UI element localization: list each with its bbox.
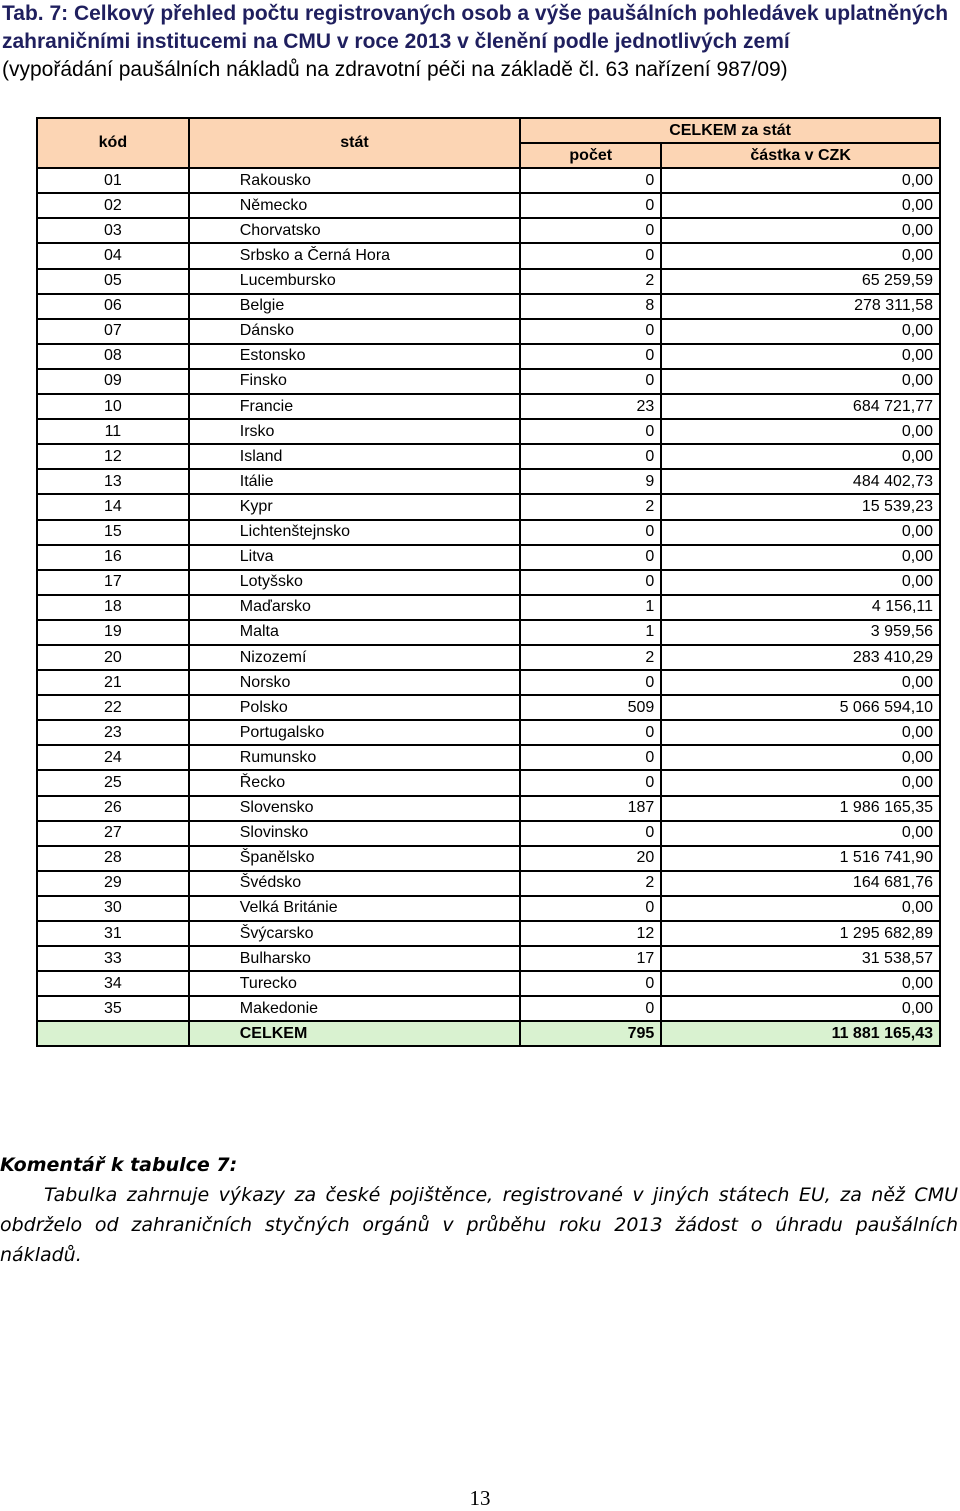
cell-castka: 0,00	[661, 444, 940, 469]
cell-stat: Estonsko	[189, 344, 520, 369]
cell-castka: 1 986 165,35	[661, 796, 940, 821]
cell-pocet: 2	[520, 871, 661, 896]
table-row	[37, 469, 940, 494]
table-row	[37, 570, 940, 595]
cell-castka: 5 066 594,10	[661, 695, 940, 720]
cell-kod: 20	[37, 645, 189, 670]
cell-castka: 0,00	[661, 770, 940, 795]
cell-pocet: 0	[520, 821, 661, 846]
cell-castka: 0,00	[661, 670, 940, 695]
table-row	[37, 720, 940, 745]
cell-pocet: 0	[520, 545, 661, 570]
cell-kod: 13	[37, 469, 189, 494]
table-row	[37, 419, 940, 444]
cell-pocet: 0	[520, 243, 661, 268]
cell-kod: 27	[37, 821, 189, 846]
cell-stat: Chorvatsko	[189, 218, 520, 243]
cell-kod: 06	[37, 294, 189, 319]
table-row	[37, 193, 940, 218]
table-row	[37, 645, 940, 670]
cell-kod: 29	[37, 871, 189, 896]
cell-castka: 0,00	[661, 419, 940, 444]
cell-stat: Slovinsko	[189, 821, 520, 846]
cell-stat: Bulharsko	[189, 946, 520, 971]
cell-pocet: 0	[520, 520, 661, 545]
cell-castka: 0,00	[661, 720, 940, 745]
page-number: 13	[469, 1486, 491, 1510]
cell-stat: Velká Británie	[189, 896, 520, 921]
header-stat: stát	[189, 118, 520, 168]
cell-castka: 0,00	[661, 520, 940, 545]
total-pocet: 795	[520, 1021, 661, 1046]
total-label: CELKEM	[189, 1021, 520, 1046]
table-row	[37, 494, 940, 519]
cell-kod: 18	[37, 595, 189, 620]
cell-stat: Francie	[189, 394, 520, 419]
cell-stat: Makedonie	[189, 996, 520, 1021]
cell-kod: 34	[37, 971, 189, 996]
cell-stat: Španělsko	[189, 846, 520, 871]
cell-kod: 19	[37, 620, 189, 645]
caption-line-2: zahraničními institucemi na CMU v roce 2013 v členění podle jednotlivých zemí	[2, 30, 790, 53]
cell-kod: 16	[37, 545, 189, 570]
cell-pocet: 0	[520, 193, 661, 218]
cell-stat: Dánsko	[189, 319, 520, 344]
cell-stat: Srbsko a Černá Hora	[189, 243, 520, 268]
cell-castka: 0,00	[661, 218, 940, 243]
table-comment	[0, 1150, 958, 1270]
cell-castka: 1 516 741,90	[661, 846, 940, 871]
table-row	[37, 243, 940, 268]
cell-stat: Island	[189, 444, 520, 469]
cell-stat: Lichtenštejnsko	[189, 520, 520, 545]
cell-kod: 22	[37, 695, 189, 720]
cell-castka: 484 402,73	[661, 469, 940, 494]
cell-pocet: 0	[520, 218, 661, 243]
table-row	[37, 520, 940, 545]
cell-stat: Rakousko	[189, 168, 520, 193]
cell-pocet: 0	[520, 770, 661, 795]
cell-kod: 07	[37, 319, 189, 344]
cell-pocet: 17	[520, 946, 661, 971]
cell-stat: Finsko	[189, 369, 520, 394]
cell-kod: 12	[37, 444, 189, 469]
cell-kod: 26	[37, 796, 189, 821]
cell-kod: 01	[37, 168, 189, 193]
table-row	[37, 344, 940, 369]
cell-kod: 04	[37, 243, 189, 268]
cell-pocet: 8	[520, 294, 661, 319]
cell-kod: 24	[37, 745, 189, 770]
cell-castka: 3 959,56	[661, 620, 940, 645]
table-row	[37, 695, 940, 720]
cell-stat: Irsko	[189, 419, 520, 444]
cell-kod: 09	[37, 369, 189, 394]
table-row	[37, 871, 940, 896]
cell-pocet: 2	[520, 269, 661, 294]
table-row	[37, 996, 940, 1021]
cell-pocet: 509	[520, 695, 661, 720]
cell-castka: 0,00	[661, 821, 940, 846]
cell-castka: 0,00	[661, 996, 940, 1021]
cell-pocet: 0	[520, 369, 661, 394]
cell-pocet: 0	[520, 670, 661, 695]
cell-kod: 31	[37, 921, 189, 946]
cell-stat: Litva	[189, 545, 520, 570]
table-row	[37, 921, 940, 946]
table-row	[37, 269, 940, 294]
table-row	[37, 670, 940, 695]
cell-stat: Kypr	[189, 494, 520, 519]
cell-stat: Rumunsko	[189, 745, 520, 770]
cell-castka: 15 539,23	[661, 494, 940, 519]
cell-pocet: 0	[520, 745, 661, 770]
cell-stat: Lucembursko	[189, 269, 520, 294]
cell-stat: Lotyšsko	[189, 570, 520, 595]
table-row	[37, 369, 940, 394]
cell-stat: Turecko	[189, 971, 520, 996]
cell-kod: 08	[37, 344, 189, 369]
cell-pocet: 0	[520, 570, 661, 595]
cell-castka: 684 721,77	[661, 394, 940, 419]
cell-pocet: 0	[520, 444, 661, 469]
table-row	[37, 545, 940, 570]
table-row	[37, 218, 940, 243]
cell-castka: 0,00	[661, 319, 940, 344]
cell-stat: Maďarsko	[189, 595, 520, 620]
table-row	[37, 821, 940, 846]
cell-kod: 10	[37, 394, 189, 419]
cell-stat: Slovensko	[189, 796, 520, 821]
cell-pocet: 0	[520, 720, 661, 745]
cell-kod: 25	[37, 770, 189, 795]
cell-pocet: 0	[520, 319, 661, 344]
header-kod: kód	[37, 118, 189, 168]
table-row	[37, 294, 940, 319]
cell-castka: 0,00	[661, 745, 940, 770]
cell-pocet: 9	[520, 469, 661, 494]
cell-pocet: 1	[520, 620, 661, 645]
cell-castka: 283 410,29	[661, 645, 940, 670]
cell-pocet: 23	[520, 394, 661, 419]
comment-heading: Komentář k tabulce 7:	[0, 1154, 238, 1176]
cell-castka: 278 311,58	[661, 294, 940, 319]
cell-pocet: 0	[520, 996, 661, 1021]
comment-body: Tabulka zahrnuje výkazy za české pojištěnce, registrované v jiných státech EU, za něž CMU obdrželo od zahraničních styčných orgánů v průběhu roku 2013 žádost o úhradu paušálních nákladů.	[0, 1184, 958, 1266]
cell-kod: 35	[37, 996, 189, 1021]
table-row	[37, 770, 940, 795]
cell-castka: 164 681,76	[661, 871, 940, 896]
cell-pocet: 0	[520, 971, 661, 996]
cell-kod: 33	[37, 946, 189, 971]
cell-castka: 0,00	[661, 344, 940, 369]
cell-kod: 14	[37, 494, 189, 519]
table-row	[37, 971, 940, 996]
cell-stat: Itálie	[189, 469, 520, 494]
cell-stat: Nizozemí	[189, 645, 520, 670]
header-castka: částka v CZK	[661, 143, 940, 168]
total-castka: 11 881 165,43	[661, 1021, 940, 1046]
table-row	[37, 168, 940, 193]
total-kod-cell	[37, 1021, 189, 1046]
cell-stat: Řecko	[189, 770, 520, 795]
cell-stat: Švédsko	[189, 871, 520, 896]
cell-castka: 0,00	[661, 168, 940, 193]
cell-kod: 30	[37, 896, 189, 921]
table-row	[37, 595, 940, 620]
cell-pocet: 1	[520, 595, 661, 620]
cell-kod: 02	[37, 193, 189, 218]
cell-stat: Německo	[189, 193, 520, 218]
cell-pocet: 2	[520, 494, 661, 519]
header-group: CELKEM za stát	[520, 118, 940, 143]
cell-castka: 1 295 682,89	[661, 921, 940, 946]
cell-castka: 0,00	[661, 369, 940, 394]
cell-stat: Polsko	[189, 695, 520, 720]
cell-pocet: 187	[520, 796, 661, 821]
cell-kod: 03	[37, 218, 189, 243]
table-row	[37, 796, 940, 821]
caption-line-1: Tab. 7: Celkový přehled počtu registrovaných osob a výše paušálních pohledávek uplatněných	[2, 2, 949, 25]
cell-kod: 15	[37, 520, 189, 545]
cell-kod: 28	[37, 846, 189, 871]
cell-stat: Švýcarsko	[189, 921, 520, 946]
table-row	[37, 946, 940, 971]
cell-castka: 0,00	[661, 193, 940, 218]
cell-pocet: 20	[520, 846, 661, 871]
registered-persons-table	[36, 117, 941, 1047]
cell-castka: 31 538,57	[661, 946, 940, 971]
cell-castka: 65 259,59	[661, 269, 940, 294]
cell-stat: Belgie	[189, 294, 520, 319]
cell-castka: 0,00	[661, 971, 940, 996]
cell-castka: 0,00	[661, 570, 940, 595]
table-row	[37, 319, 940, 344]
cell-pocet: 0	[520, 896, 661, 921]
cell-pocet: 2	[520, 645, 661, 670]
cell-kod: 21	[37, 670, 189, 695]
total-row	[37, 1021, 940, 1046]
cell-pocet: 0	[520, 419, 661, 444]
cell-castka: 0,00	[661, 545, 940, 570]
cell-kod: 11	[37, 419, 189, 444]
table-row	[37, 444, 940, 469]
cell-castka: 4 156,11	[661, 595, 940, 620]
table-row	[37, 846, 940, 871]
cell-kod: 05	[37, 269, 189, 294]
table-row	[37, 394, 940, 419]
header-pocet: počet	[520, 143, 661, 168]
cell-pocet: 12	[520, 921, 661, 946]
cell-stat: Norsko	[189, 670, 520, 695]
header-row-1	[37, 118, 940, 143]
cell-kod: 17	[37, 570, 189, 595]
cell-stat: Malta	[189, 620, 520, 645]
cell-castka: 0,00	[661, 896, 940, 921]
cell-stat: Portugalsko	[189, 720, 520, 745]
table-row	[37, 745, 940, 770]
table-row	[37, 620, 940, 645]
cell-pocet: 0	[520, 168, 661, 193]
table-row	[37, 896, 940, 921]
caption-line-3: (vypořádání paušálních nákladů na zdravotní péči na základě čl. 63 nařízení 987/09)	[2, 58, 788, 81]
cell-pocet: 0	[520, 344, 661, 369]
cell-kod: 23	[37, 720, 189, 745]
cell-castka: 0,00	[661, 243, 940, 268]
table-caption	[2, 0, 958, 84]
